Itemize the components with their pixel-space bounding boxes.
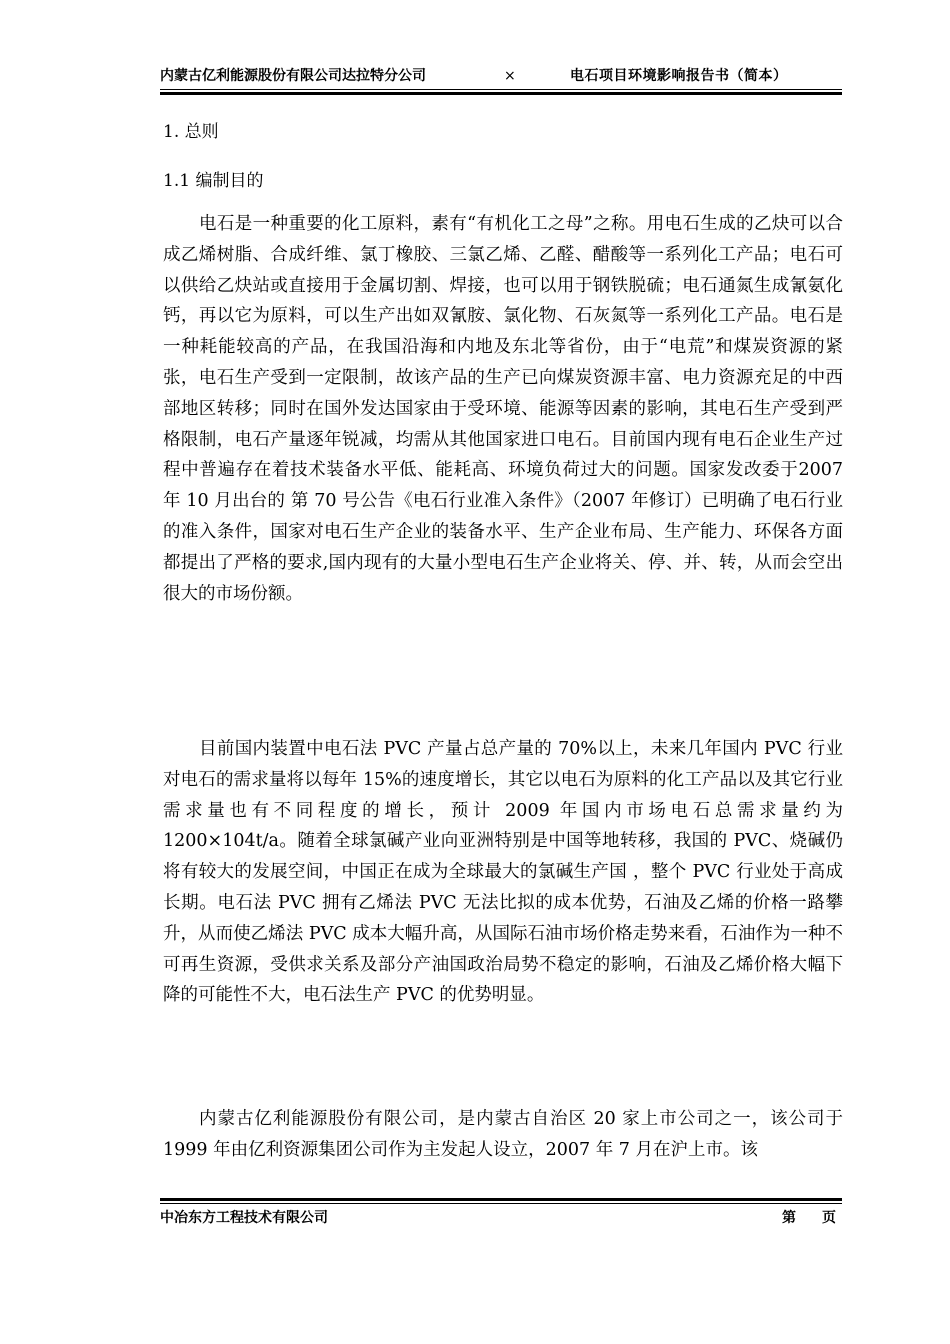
footer-rule-thick (160, 1198, 842, 1201)
page-number-prefix: 第 (782, 1210, 796, 1226)
subsection-heading: 1.1 编制目的 (163, 171, 264, 191)
header-company: 内蒙古亿利能源股份有限公司达拉特分公司 (160, 68, 426, 84)
page-footer (160, 1208, 842, 1230)
section-heading: 1. 总则 (163, 122, 219, 142)
footer-rule-thin (160, 1203, 842, 1204)
page-number-suffix: 页 (822, 1210, 836, 1226)
paragraph-3: 内蒙古亿利能源股份有限公司，是内蒙古自治区 20 家上市公司之一，该公司于 1999 年由亿利资源集团公司作为主发起人设立，2007 年 7 月在沪上市。该 (163, 1109, 843, 1160)
header-report-title: 电石项目环境影响报告书（简本） (570, 68, 788, 84)
paragraph-2: 目前国内装置中电石法 PVC 产量占总产量的 70%以上，未来几年国内 PVC 行业对电石的需求量将以每年 15%的速度增长，其它以电石为原料的化工产品以及其它行业需求量也有不同程度的增长，预计 2009 年国内市场电石总需求量约为 1200×104t/a。随着全球氯碱产业向亚洲特别是中国等地转移，我国的 PVC、烧碱仍将有较大的发展空间，中国正在成为全球最大的氯碱生产国 ，整个 PVC 行业处于高成长期。电石法 PVC 拥有乙烯法 PVC 无法比拟的成本优势，石油及乙烯的价格一路攀升，从而使乙烯法 PVC 成本大幅升高，从国际石油市场价格走势来看，石油作为一种不可再生资源，受供求关系及部分产油国政治局势不稳定的影响，石油及乙烯价格大幅下降的可能性不大，电石法生产 PVC 的优势明显。 (163, 739, 843, 1006)
header-rule-thick (160, 92, 842, 95)
page-header (160, 66, 842, 88)
header-rule-thin (160, 89, 842, 90)
footer-company: 中冶东方工程技术有限公司 (160, 1210, 328, 1226)
paragraph-1: 电石是一种重要的化工原料，素有“有机化工之母”之称。用电石生成的乙炔可以合成乙烯树脂、合成纤维、氯丁橡胶、三氯乙烯、乙醛、醋酸等一系列化工产品；电石可以供给乙炔站或直接用于金属切割、焊接，也可以用于钢铁脱硫；电石通氮生成氰氨化钙，再以它为原料，可以生产出如双氰胺、氯化物、石灰氮等一系列化工产品。电石是一种耗能较高的产品，在我国沿海和内地及东北等省份，由于“电荒”和煤炭资源的紧张，电石生产受到一定限制，故该产品的生产已向煤炭资源丰富、电力资源充足的中西部地区转移；同时在国外发达国家由于受环境、能源等因素的影响，其电石生产受到严格限制，电石产量逐年锐减，均需从其他国家进口电石。目前国内现有电石企业生产过程中普遍存在着技术装备水平低、能耗高、环境负荷过大的问题。国家发改委于2007 年 10 月出台的 第 70 号公告《电石行业准入条件》（2007 年修订）已明确了电石行业的准入条件，国家对电石生产企业的装备水平、生产企业布局、生产能力、环保各方面都提出了严格的要求,国内现有的大量小型电石生产企业将关、停、并、转，从而会空出很大的市场份额。 (163, 214, 843, 604)
header-separator: × (504, 68, 516, 84)
